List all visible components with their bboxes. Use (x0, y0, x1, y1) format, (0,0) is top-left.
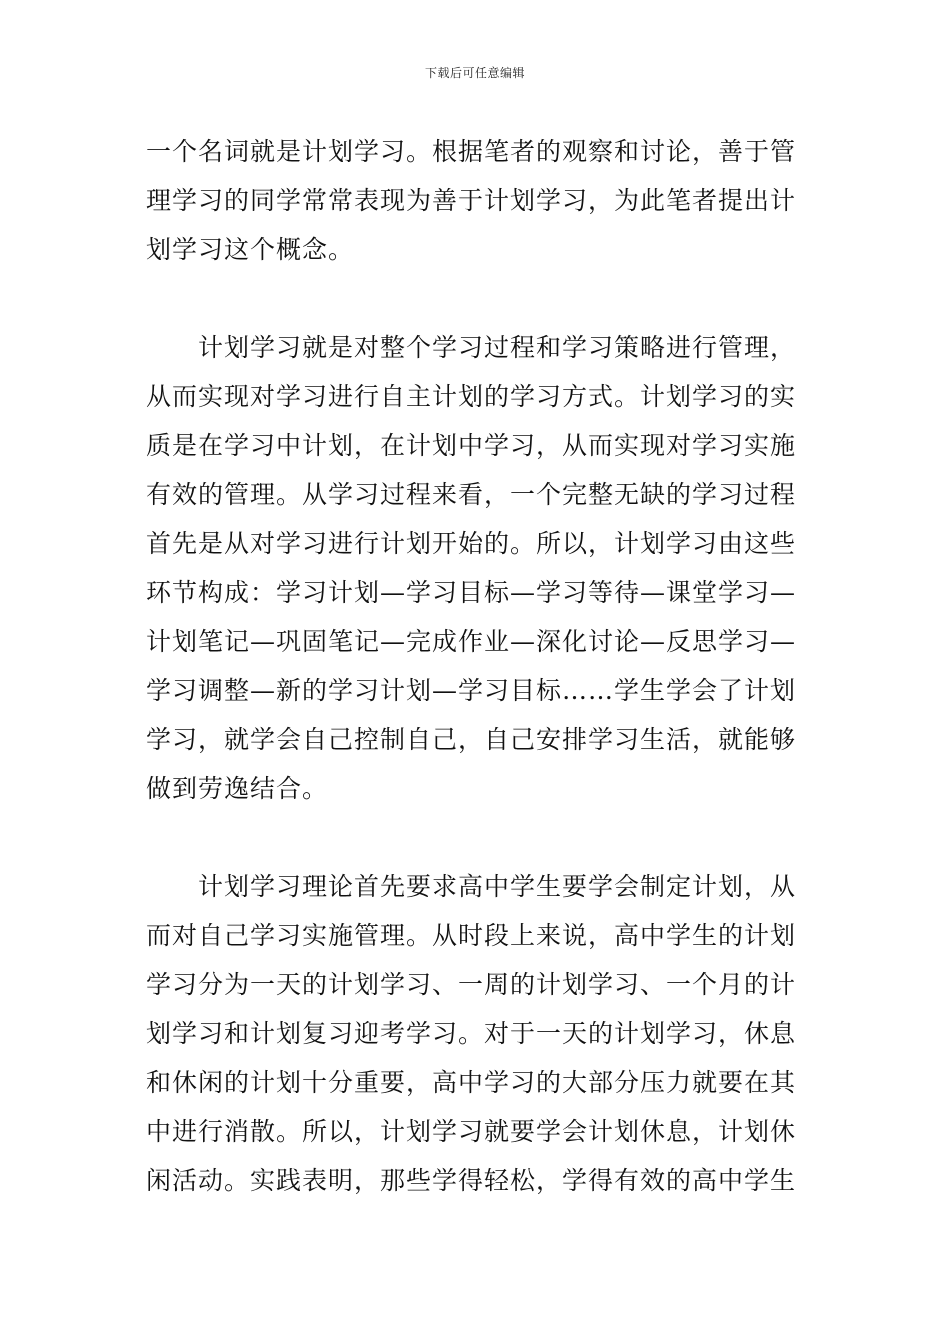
paragraph-3 (146, 862, 808, 1205)
text-line: 划学习这个概念。 (146, 235, 355, 264)
paragraph-spacer (146, 813, 808, 862)
text-line: 而对自己学习实施管理。从时段上来说，高中学生的计划 (146, 921, 797, 950)
text-line: 中进行消散。所以，计划学习就要学会计划休息，计划休 (146, 1117, 797, 1146)
text-line: 有效的管理。从学习过程来看，一个完整无缺的学习过程 (146, 480, 797, 509)
text-line: 计划学习就是对整个学习过程和学习策略进行管理， (146, 333, 797, 362)
paragraph-2 (146, 323, 808, 813)
text-line: 质是在学习中计划，在计划中学习，从而实现对学习实施 (146, 431, 797, 460)
paragraph-1 (146, 127, 808, 274)
text-line: 理学习的同学常常表现为善于计划学习，为此笔者提出计 (146, 186, 797, 215)
text-line: 计划学习理论首先要求高中学生要学会制定计划，从 (146, 872, 797, 901)
text-line: 计划笔记—巩固笔记—完成作业—深化讨论—反思学习— (146, 627, 797, 656)
text-line: 首先是从对学习进行计划开始的。所以，计划学习由这些 (146, 529, 797, 558)
text-line: 一个名词就是计划学习。根据笔者的观察和讨论，善于管 (146, 137, 797, 166)
text-line: 闲活动。实践表明，那些学得轻松，学得有效的高中学生 (146, 1166, 797, 1195)
text-line: 学习分为一天的计划学习、一周的计划学习、一个月的计 (146, 970, 797, 999)
text-line: 环节构成：学习计划—学习目标—学习等待—课堂学习— (146, 578, 797, 607)
text-line: 和休闲的计划十分重要，高中学习的大部分压力就要在其 (146, 1068, 797, 1097)
page-header-note: 下载后可任意编辑 (424, 66, 525, 80)
document-body (146, 127, 808, 1205)
text-line: 学习调整—新的学习计划—学习目标……学生学会了计划 (146, 676, 797, 705)
paragraph-spacer (146, 274, 808, 323)
text-line: 学习，就学会自己控制自己，自己安排学习生活，就能够 (146, 725, 797, 754)
text-line: 从而实现对学习进行自主计划的学习方式。计划学习的实 (146, 382, 797, 411)
text-line: 做到劳逸结合。 (146, 774, 329, 803)
text-line: 划学习和计划复习迎考学习。对于一天的计划学习，休息 (146, 1019, 797, 1048)
